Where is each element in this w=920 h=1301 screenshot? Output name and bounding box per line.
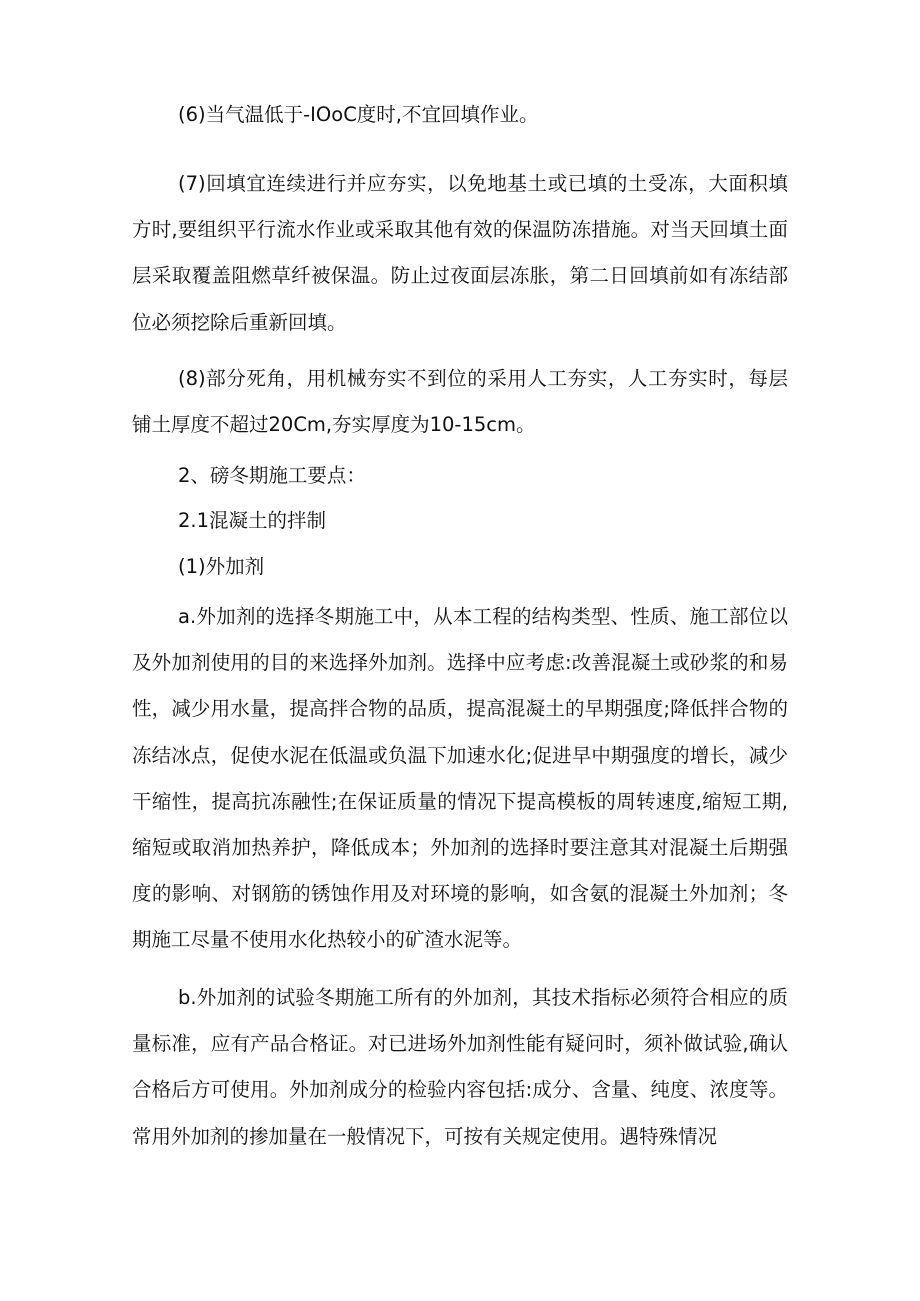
paragraph-a: a.外加剂的选择冬期施工中，从本工程的结构类型、性质、施工部位以及外加剂使用的目的来选择外加剂。选择中应考虑:改善混凝土或砂浆的和易性，减少用水量，提高拌合物的品质，提高混凝土的早期强度;降低拌合物的冻结冰点，促使水泥在低温或负温下加速水化;促进早中期强度的增长，减少干缩性，提高抗冻融性;在保证质量的情况下提高模板的周转速度,缩短工期,缩短或取消加热养护，降低成本；外加剂的选择时要注意其对混凝土后期强度的影响、对钢筋的锈蚀作用及对环境的影响，如含氨的混凝土外加剂；冬期施工尽量不使用水化热较小的矿渣水泥等。 — [132, 605, 788, 952]
item-heading-1: (1)外加剂 — [178, 555, 265, 578]
subsection-heading-2-1: 2.1混凝土的拌制 — [178, 509, 327, 532]
section-heading-2: 2、磅冬期施工要点： — [178, 464, 366, 487]
paragraph-8: (8)部分死角，用机械夯实不到位的采用人工夯实，人工夯实时，每层铺土厚度不超过20Cm,夯实厚度为10-15cm。 — [132, 367, 788, 437]
paragraph-b: b.外加剂的试验冬期施工所有的外加剂，其技术指标必须符合相应的质量标准，应有产品合格证。对已进场外加剂性能有疑问时，须补做试验,确认合格后方可使用。外加剂成分的检验内容包括:成分、含量、纯度、浓度等。常用外加剂的掺加量在一般情况下，可按有关规定使用。遇特殊情况 — [132, 986, 788, 1148]
paragraph-7: (7)回填宜连续进行并应夯实，以免地基土或已填的土受冻，大面积填方时,要组织平行流水作业或采取其他有效的保温防冻措施。对当天回填土面层采取覆盖阻燃草纤被保温。防止过夜面层冻胀，第二日回填前如有冻结部位必须挖除后重新回填。 — [132, 172, 788, 334]
paragraph-6: (6)当气温低于-IOoC度时,不宜回填作业。 — [178, 103, 539, 126]
